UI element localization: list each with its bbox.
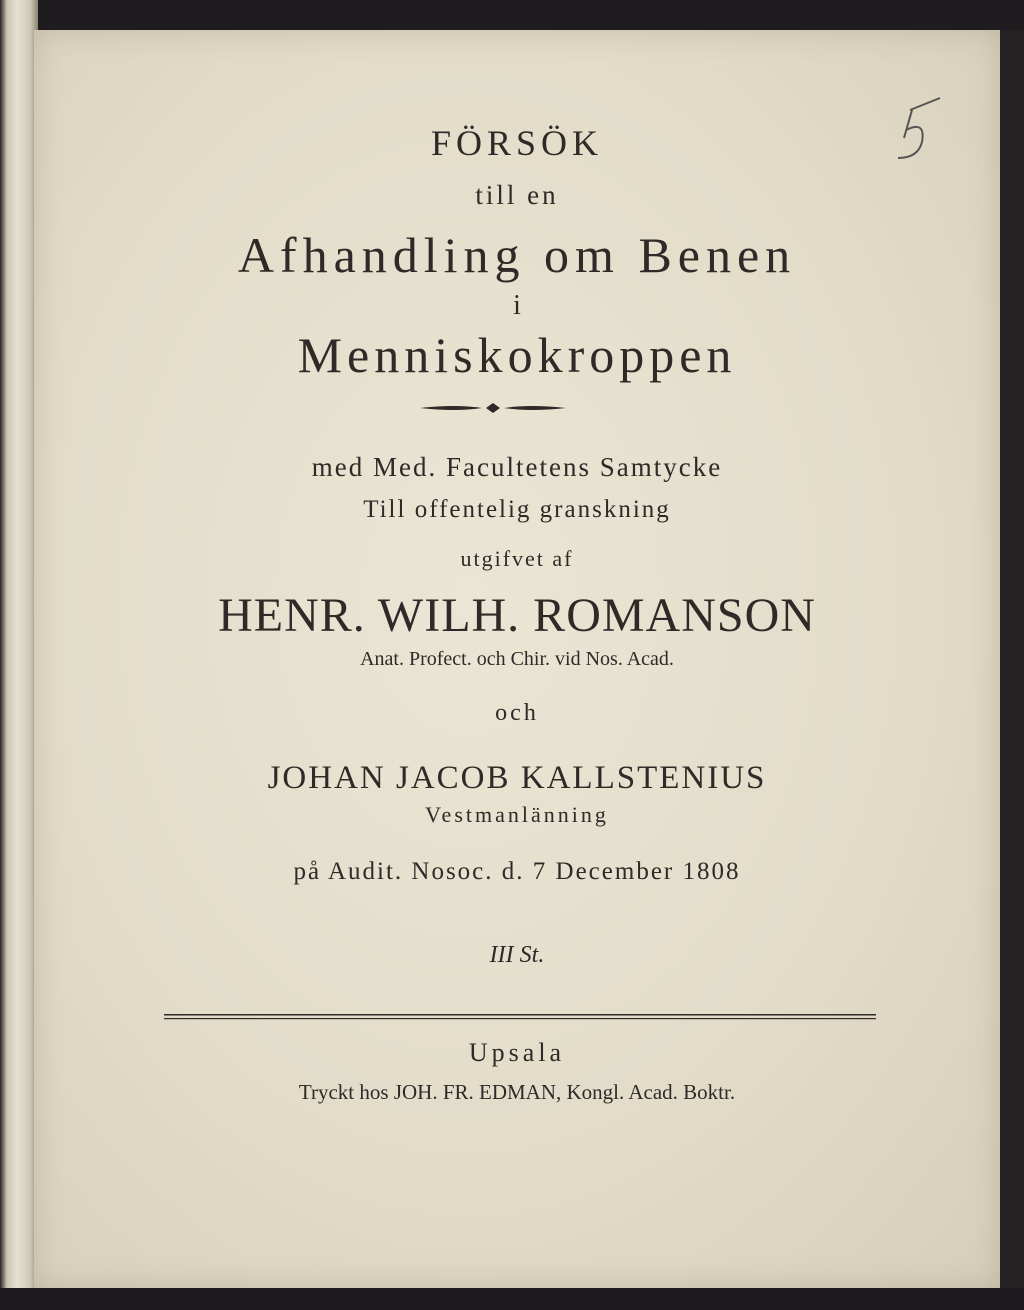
author1-title: Anat. Profect. och Chir. vid Nos. Acad. — [360, 648, 674, 670]
title-page — [34, 30, 1000, 1288]
author1-name: HENR. WILH. ROMANSON — [218, 589, 816, 642]
imprint-city: Upsala — [468, 1038, 566, 1067]
ornamental-divider — [420, 400, 566, 416]
title-line-menniskokroppen: Menniskokroppen — [297, 327, 737, 383]
double-rule — [164, 1014, 876, 1020]
section-label: III St. — [489, 942, 545, 968]
book-spine — [0, 0, 38, 1310]
examination-line: Till offentelig granskning — [363, 496, 671, 523]
title-line-afhandling: Afhandling om Benen — [237, 227, 797, 283]
title-line-i: i — [513, 290, 521, 321]
right-edge-shadow — [1000, 30, 1024, 1288]
author2-name: JOHAN JACOB KALLSTENIUS — [267, 760, 767, 796]
author2-origin: Vestmanlänning — [425, 802, 609, 827]
published-by-line: utgifvet af — [460, 546, 574, 571]
title-line-till-en: till en — [475, 180, 559, 210]
title-line-forsok: FÖRSÖK — [430, 123, 604, 163]
consent-line: med Med. Facultetens Samtycke — [311, 452, 723, 482]
conjunction-och: och — [495, 700, 539, 726]
bottom-edge-shadow — [0, 1288, 1024, 1310]
date-line: på Audit. Nosoc. d. 7 December 1808 — [293, 858, 741, 885]
imprint-printer: Tryckt hos JOH. FR. EDMAN, Kongl. Acad. Boktr. — [298, 1080, 736, 1104]
